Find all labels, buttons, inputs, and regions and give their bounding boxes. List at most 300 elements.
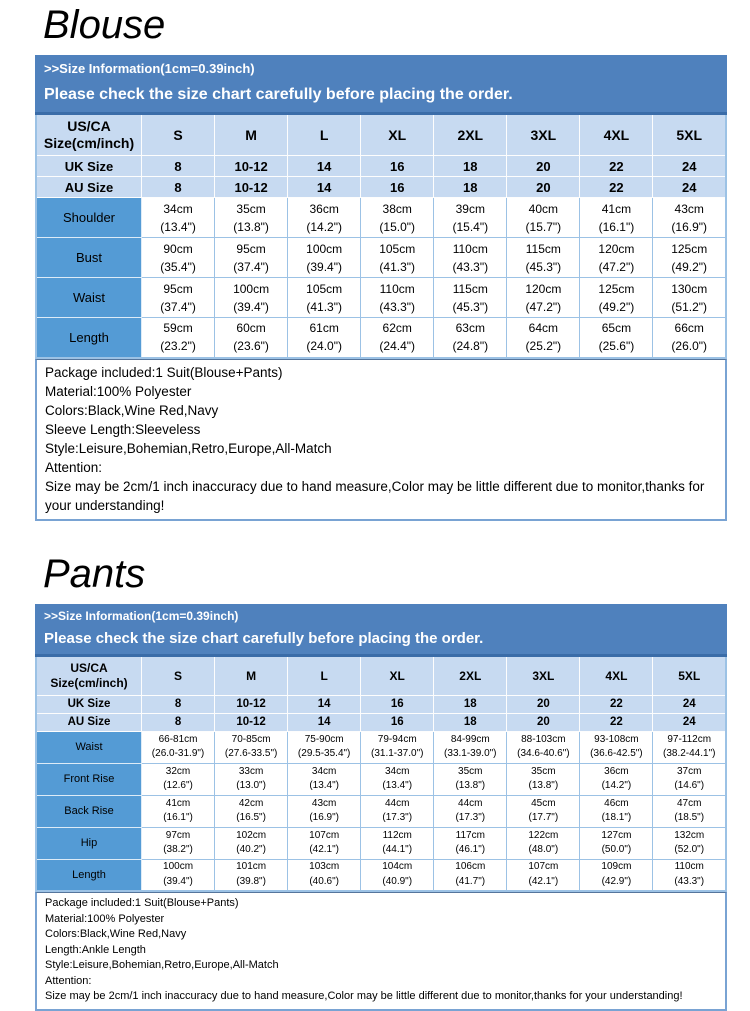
measure-value-line: 35cm <box>458 765 483 777</box>
measure-value-line: 100cm <box>233 281 270 296</box>
measure-value-line: (13.4") <box>309 780 339 791</box>
measure-value-line: (47.2") <box>598 259 635 274</box>
measure-value-cell <box>215 731 288 763</box>
measure-value-line: 79-94cm <box>377 733 417 745</box>
measure-value-line: (52.0") <box>674 844 705 855</box>
measure-value-line: (36.6-42.5") <box>590 748 643 759</box>
measure-value-line: (49.2") <box>671 259 708 274</box>
measure-value-line: 36cm <box>604 765 629 777</box>
measure-value-cell <box>653 731 726 763</box>
measure-value-line: (38.2") <box>163 844 193 855</box>
measure-value-cell <box>434 238 507 278</box>
measure-value-line: 41cm <box>601 201 632 216</box>
measure-value-cell <box>653 827 726 859</box>
au-size-value-cell: 8 <box>142 713 215 731</box>
measure-value-line: (37.4") <box>233 259 269 274</box>
measure-value-line: (17.7") <box>528 812 559 823</box>
measure-value-line: (37.4") <box>160 299 196 314</box>
measure-value-line: 45cm <box>531 797 556 809</box>
uk-size-value-cell: 16 <box>361 156 434 177</box>
uk-size-label: UK Size <box>36 156 142 177</box>
measure-value-cell <box>215 238 288 278</box>
measure-value-line: 122cm <box>528 829 559 841</box>
blouse-size-info-banner <box>35 55 727 112</box>
measure-value-cell <box>142 731 215 763</box>
measure-value-line: (16.1") <box>598 219 635 234</box>
measure-value-line: (23.6") <box>233 339 269 354</box>
measure-value-line: 43cm <box>311 797 337 809</box>
measure-value-cell <box>653 198 726 238</box>
blouse-section <box>35 3 727 521</box>
measure-value-line: 93-108cm <box>594 733 639 745</box>
measure-value-line: 95cm <box>163 281 193 296</box>
au-size-value-cell: 14 <box>288 713 361 731</box>
info-line: Style:Leisure,Bohemian,Retro,Europe,All-Match <box>45 959 279 971</box>
measure-value-line: 125cm <box>671 241 708 256</box>
measure-value-line: (41.7") <box>455 875 486 887</box>
corner-header <box>36 655 142 695</box>
measure-value-line: (39.4") <box>306 259 342 274</box>
measure-value-cell <box>507 198 580 238</box>
size-column-header: L <box>288 655 361 695</box>
measure-value-line: (16.1") <box>163 812 193 823</box>
info-line: Material:100% Polyester <box>45 383 192 399</box>
uk-size-value-cell: 22 <box>580 695 653 713</box>
measure-value-cell <box>215 827 288 859</box>
uk-size-value-cell: 16 <box>361 695 434 713</box>
measure-value-line: (14.2") <box>306 219 342 234</box>
size-column-header: 4XL <box>580 655 653 695</box>
au-size-value-cell: 16 <box>361 177 434 198</box>
measure-value-line: 43cm <box>674 201 704 216</box>
measure-value-cell <box>142 859 215 891</box>
measure-value-cell <box>361 859 434 891</box>
measure-value-line: 95cm <box>236 241 266 256</box>
measure-value-cell <box>580 198 653 238</box>
pants-product-info <box>35 892 727 1011</box>
measure-value-line: 32cm <box>165 765 191 777</box>
measure-value-line: (49.2") <box>598 299 635 314</box>
measure-value-line: (13.4") <box>382 780 413 791</box>
uk-size-value-cell: 18 <box>434 156 507 177</box>
measure-value-line: (41.3") <box>379 259 416 274</box>
measure-value-cell <box>434 859 507 891</box>
au-size-value-cell: 10-12 <box>215 713 288 731</box>
measure-value-cell <box>288 198 361 238</box>
measure-value-line: 39cm <box>455 201 485 216</box>
measure-value-line: 132cm <box>674 829 705 841</box>
size-info-line: >>Size Information(1cm=0.39inch) <box>44 608 239 623</box>
measure-value-line: 90cm <box>163 241 193 256</box>
info-line: Sleeve Length:Sleeveless <box>45 421 201 437</box>
measure-value-cell <box>653 859 726 891</box>
info-line: Package included:1 Suit(Blouse+Pants) <box>45 364 283 380</box>
measure-value-line: (42.9") <box>601 875 632 887</box>
measure-value-cell <box>361 198 434 238</box>
measure-value-line: (29.5-35.4") <box>297 748 351 759</box>
measure-value-line: 100cm <box>163 861 194 873</box>
pants-title: Pants <box>43 551 146 596</box>
measure-value-cell <box>580 238 653 278</box>
measure-value-cell <box>215 763 288 795</box>
size-column-header: 3XL <box>507 114 580 156</box>
measure-value-line: 66cm <box>674 321 704 336</box>
size-column-header: 5XL <box>653 114 726 156</box>
corner-header <box>36 114 142 156</box>
uk-size-value-cell: 24 <box>653 695 726 713</box>
size-column-header: M <box>215 655 288 695</box>
measure-value-line: 34cm <box>163 201 193 216</box>
measure-value-line: 66-81cm <box>158 733 198 745</box>
uk-size-value-cell: 24 <box>653 156 726 177</box>
measure-value-line: (24.0") <box>306 339 342 354</box>
measure-value-line: (27.6-33.5") <box>224 748 278 759</box>
measure-value-line: (13.8") <box>455 780 486 791</box>
measure-value-cell <box>142 198 215 238</box>
au-size-label: AU Size <box>36 713 142 731</box>
blouse-product-info <box>35 359 727 521</box>
measure-label: Hip <box>36 827 142 859</box>
corner-header-line: US/CA <box>70 660 108 675</box>
measure-value-line: (13.4") <box>160 219 196 234</box>
measure-value-cell <box>288 827 361 859</box>
measure-value-cell <box>434 731 507 763</box>
uk-size-value-cell: 20 <box>507 695 580 713</box>
measure-value-line: 47cm <box>676 797 702 809</box>
measure-value-cell <box>142 763 215 795</box>
measure-value-line: 38cm <box>382 201 412 216</box>
size-chart-notice: Please check the size chart carefully before placing the order. <box>44 86 513 103</box>
measure-value-line: 34cm <box>384 765 410 777</box>
measure-value-line: (31.1-37.0") <box>370 748 424 759</box>
uk-size-value-cell: 8 <box>142 156 215 177</box>
measure-value-cell <box>434 795 507 827</box>
measure-value-line: (40.2") <box>236 844 266 855</box>
measure-value-line: (17.3") <box>455 812 486 823</box>
measure-value-line: 44cm <box>458 797 483 809</box>
measure-value-line: 70-85cm <box>231 733 271 745</box>
size-column-header: 5XL <box>653 655 726 695</box>
au-size-value-cell: 18 <box>434 713 507 731</box>
uk-size-value-cell: 22 <box>580 156 653 177</box>
measure-value-cell <box>507 859 580 891</box>
measure-value-line: (23.2") <box>160 339 196 354</box>
measure-value-line: (16.5") <box>236 812 266 823</box>
measure-value-line: 60cm <box>236 321 266 336</box>
measure-value-cell <box>288 731 361 763</box>
measure-value-line: (35.4") <box>160 259 196 274</box>
measure-value-cell <box>434 318 507 358</box>
measure-value-line: (16.9") <box>309 812 339 823</box>
measure-value-cell <box>653 763 726 795</box>
measure-value-cell <box>434 198 507 238</box>
info-line: Style:Leisure,Bohemian,Retro,Europe,All-Match <box>45 440 332 456</box>
blouse-title: Blouse <box>43 3 166 47</box>
measure-value-line: 64cm <box>528 321 559 336</box>
measure-value-line: (34.6-40.6") <box>517 748 570 759</box>
uk-size-label: UK Size <box>36 695 142 713</box>
size-column-header: 4XL <box>580 114 653 156</box>
measure-value-line: (42.1") <box>528 875 559 887</box>
measure-value-line: (15.7") <box>525 219 562 234</box>
measure-value-cell <box>361 318 434 358</box>
measure-value-cell <box>215 859 288 891</box>
measure-value-cell <box>507 795 580 827</box>
measure-value-line: 97cm <box>165 829 191 841</box>
measure-value-cell <box>288 278 361 318</box>
measure-value-line: (24.4") <box>379 339 416 354</box>
measure-value-line: 63cm <box>455 321 485 336</box>
measure-value-line: (38.2-44.1") <box>662 748 716 759</box>
measure-value-line: (43.3") <box>674 875 705 887</box>
measure-value-line: (41.3") <box>306 299 342 314</box>
measure-value-line: (42.1") <box>309 844 339 855</box>
measure-value-cell <box>288 795 361 827</box>
pants-size-table <box>35 654 727 893</box>
measure-value-line: 105cm <box>379 241 416 256</box>
au-size-value-cell: 10-12 <box>215 177 288 198</box>
measure-value-line: (39.4") <box>163 875 193 887</box>
measure-value-cell <box>507 238 580 278</box>
measure-value-line: 100cm <box>306 241 343 256</box>
measure-value-line: (50.0") <box>601 844 632 855</box>
measure-value-line: (24.8") <box>452 339 489 354</box>
measure-value-line: 107cm <box>309 829 340 841</box>
measure-value-line: (14.6") <box>674 780 705 791</box>
measure-value-line: 59cm <box>163 321 193 336</box>
measure-value-line: (40.9") <box>382 875 413 887</box>
measure-value-cell <box>580 859 653 891</box>
measure-value-cell <box>434 827 507 859</box>
measure-value-line: 110cm <box>379 281 415 296</box>
uk-size-value-cell: 18 <box>434 695 507 713</box>
measure-value-line: 120cm <box>525 281 562 296</box>
measure-value-cell <box>580 795 653 827</box>
measure-value-line: 88-103cm <box>521 733 566 745</box>
measure-value-line: (26.0-31.9") <box>151 748 205 759</box>
measure-value-line: 117cm <box>455 829 485 841</box>
measure-value-line: (25.2") <box>525 339 562 354</box>
measure-value-cell <box>507 827 580 859</box>
measure-value-cell <box>288 238 361 278</box>
measure-value-line: 65cm <box>601 321 632 336</box>
measure-value-line: 120cm <box>598 241 635 256</box>
measure-value-line: 34cm <box>311 765 337 777</box>
measure-value-cell <box>215 278 288 318</box>
corner-header-line: US/CA <box>67 117 111 134</box>
au-size-value-cell: 16 <box>361 713 434 731</box>
info-line: Attention: <box>45 974 92 987</box>
size-column-header: S <box>142 114 215 156</box>
measure-value-cell <box>507 763 580 795</box>
au-size-value-cell: 18 <box>434 177 507 198</box>
measure-value-cell <box>580 731 653 763</box>
measure-label: Back Rise <box>36 795 142 827</box>
size-column-header: L <box>288 114 361 156</box>
measure-value-line: (44.1") <box>382 844 413 855</box>
measure-value-cell <box>215 795 288 827</box>
measure-value-line: (43.3") <box>452 259 489 274</box>
measure-value-cell <box>142 318 215 358</box>
uk-size-value-cell: 20 <box>507 156 580 177</box>
measure-value-line: 61cm <box>309 321 339 336</box>
measure-value-line: 106cm <box>455 861 486 873</box>
au-size-value-cell: 8 <box>142 177 215 198</box>
measure-value-line: (33.1-39.0") <box>444 748 497 759</box>
size-column-header: XL <box>361 114 434 156</box>
uk-size-value-cell: 10-12 <box>215 695 288 713</box>
info-line: Package included:1 Suit(Blouse+Pants) <box>45 897 239 909</box>
measure-value-line: 110cm <box>452 241 488 256</box>
measure-value-line: (16.9") <box>671 219 708 234</box>
measure-value-cell <box>580 318 653 358</box>
size-column-header: M <box>215 114 288 156</box>
measure-value-cell <box>361 278 434 318</box>
measure-value-line: 46cm <box>604 797 629 809</box>
measure-value-line: 109cm <box>601 861 632 873</box>
measure-value-cell <box>507 318 580 358</box>
uk-size-value-cell: 14 <box>288 156 361 177</box>
measure-value-cell <box>653 318 726 358</box>
measure-label: Length <box>36 318 142 358</box>
au-size-value-cell: 22 <box>580 177 653 198</box>
measure-label: Length <box>36 859 142 891</box>
measure-value-line: (12.6") <box>163 780 193 791</box>
au-size-value-cell: 24 <box>653 177 726 198</box>
measure-value-line: (13.8") <box>233 219 269 234</box>
measure-value-cell <box>288 763 361 795</box>
corner-header-line: Size(cm/inch) <box>43 135 135 151</box>
measure-value-line: 105cm <box>306 281 343 296</box>
measure-value-line: 112cm <box>382 829 412 841</box>
measure-value-cell <box>361 795 434 827</box>
info-line: Colors:Black,Wine Red,Navy <box>45 402 219 418</box>
measure-value-line: 115cm <box>525 241 561 256</box>
measure-value-line: (18.1") <box>601 812 632 823</box>
measure-value-line: 110cm <box>674 861 704 873</box>
size-info-line: >>Size Information(1cm=0.39inch) <box>44 61 255 76</box>
measure-value-cell <box>288 859 361 891</box>
measure-value-cell <box>580 827 653 859</box>
measure-value-line: 84-99cm <box>450 733 490 745</box>
pants-size-info-banner <box>35 604 727 654</box>
size-column-header: 3XL <box>507 655 580 695</box>
pants-section <box>35 552 727 1011</box>
size-column-header: 2XL <box>434 114 507 156</box>
au-size-value-cell: 22 <box>580 713 653 731</box>
measure-value-cell <box>361 763 434 795</box>
corner-header-line: Size(cm/inch) <box>50 675 128 690</box>
measure-value-line: 33cm <box>238 765 264 777</box>
measure-value-line: 104cm <box>382 861 413 873</box>
measure-value-line: 62cm <box>382 321 412 336</box>
measure-value-cell <box>215 198 288 238</box>
blouse-size-table <box>35 112 727 359</box>
measure-value-cell <box>288 318 361 358</box>
measure-value-line: 101cm <box>236 861 267 873</box>
measure-value-cell <box>361 827 434 859</box>
measure-label: Waist <box>36 731 142 763</box>
measure-value-line: (13.8") <box>528 780 559 791</box>
measure-label: Front Rise <box>36 763 142 795</box>
measure-value-cell <box>215 318 288 358</box>
info-line: Length:Ankle Length <box>45 943 146 956</box>
info-line: Colors:Black,Wine Red,Navy <box>45 928 187 940</box>
size-chart-notice: Please check the size chart carefully before placing the order. <box>44 629 484 647</box>
measure-value-cell <box>507 731 580 763</box>
measure-value-line: 37cm <box>676 765 702 777</box>
measure-value-line: 75-90cm <box>304 733 344 745</box>
info-line: Size may be 2cm/1 inch inaccuracy due to hand measure,Color may be little different due to monitor,thanks for your understanding! <box>45 478 705 513</box>
measure-value-line: (46.1") <box>455 844 486 855</box>
measure-value-cell <box>142 795 215 827</box>
size-column-header: S <box>142 655 215 695</box>
measure-value-cell <box>434 278 507 318</box>
measure-value-line: 97-112cm <box>667 733 712 745</box>
measure-value-line: (15.4") <box>452 219 489 234</box>
measure-value-line: 103cm <box>309 861 340 873</box>
measure-value-line: 35cm <box>236 201 266 216</box>
uk-size-value-cell: 10-12 <box>215 156 288 177</box>
measure-value-cell <box>361 731 434 763</box>
measure-value-line: (39.4") <box>233 299 269 314</box>
measure-value-cell <box>580 763 653 795</box>
measure-value-line: (17.3") <box>382 812 413 823</box>
measure-value-cell <box>507 278 580 318</box>
measure-value-cell <box>142 827 215 859</box>
measure-value-line: (14.2") <box>601 780 632 791</box>
measure-value-cell <box>653 238 726 278</box>
measure-value-line: (45.3") <box>452 299 489 314</box>
measure-value-line: 44cm <box>384 797 410 809</box>
measure-value-cell <box>580 278 653 318</box>
measure-value-line: (48.0") <box>528 844 559 855</box>
measure-value-line: (39.8") <box>236 875 266 887</box>
measure-value-line: (43.3") <box>379 299 416 314</box>
measure-value-line: (15.0") <box>379 219 416 234</box>
measure-value-line: 115cm <box>452 281 488 296</box>
measure-value-line: (18.5") <box>674 812 705 823</box>
measure-label: Shoulder <box>36 198 142 238</box>
measure-value-line: 125cm <box>598 281 635 296</box>
info-line: Material:100% Polyester <box>45 912 165 925</box>
uk-size-value-cell: 8 <box>142 695 215 713</box>
size-column-header: XL <box>361 655 434 695</box>
measure-value-line: (51.2") <box>671 299 708 314</box>
measure-value-line: 102cm <box>236 829 267 841</box>
measure-value-line: 107cm <box>528 861 559 873</box>
measure-value-line: 130cm <box>671 281 708 296</box>
measure-value-cell <box>653 278 726 318</box>
measure-value-cell <box>361 238 434 278</box>
measure-value-line: (25.6") <box>598 339 635 354</box>
measure-value-line: (47.2") <box>525 299 562 314</box>
measure-label: Waist <box>36 278 142 318</box>
measure-value-line: (13.0") <box>236 780 266 791</box>
measure-value-line: 41cm <box>165 797 191 809</box>
measure-value-line: (40.6") <box>309 875 339 887</box>
measure-label: Bust <box>36 238 142 278</box>
au-size-value-cell: 20 <box>507 177 580 198</box>
measure-value-cell <box>142 278 215 318</box>
measure-value-line: 42cm <box>238 797 264 809</box>
au-size-value-cell: 20 <box>507 713 580 731</box>
info-line: Attention: <box>45 459 103 475</box>
measure-value-cell <box>653 795 726 827</box>
au-size-label: AU Size <box>36 177 142 198</box>
measure-value-line: (26.0") <box>671 339 708 354</box>
info-line: Size may be 2cm/1 inch inaccuracy due to hand measure,Color may be little different due to monitor,thanks for your understanding! <box>45 990 683 1002</box>
